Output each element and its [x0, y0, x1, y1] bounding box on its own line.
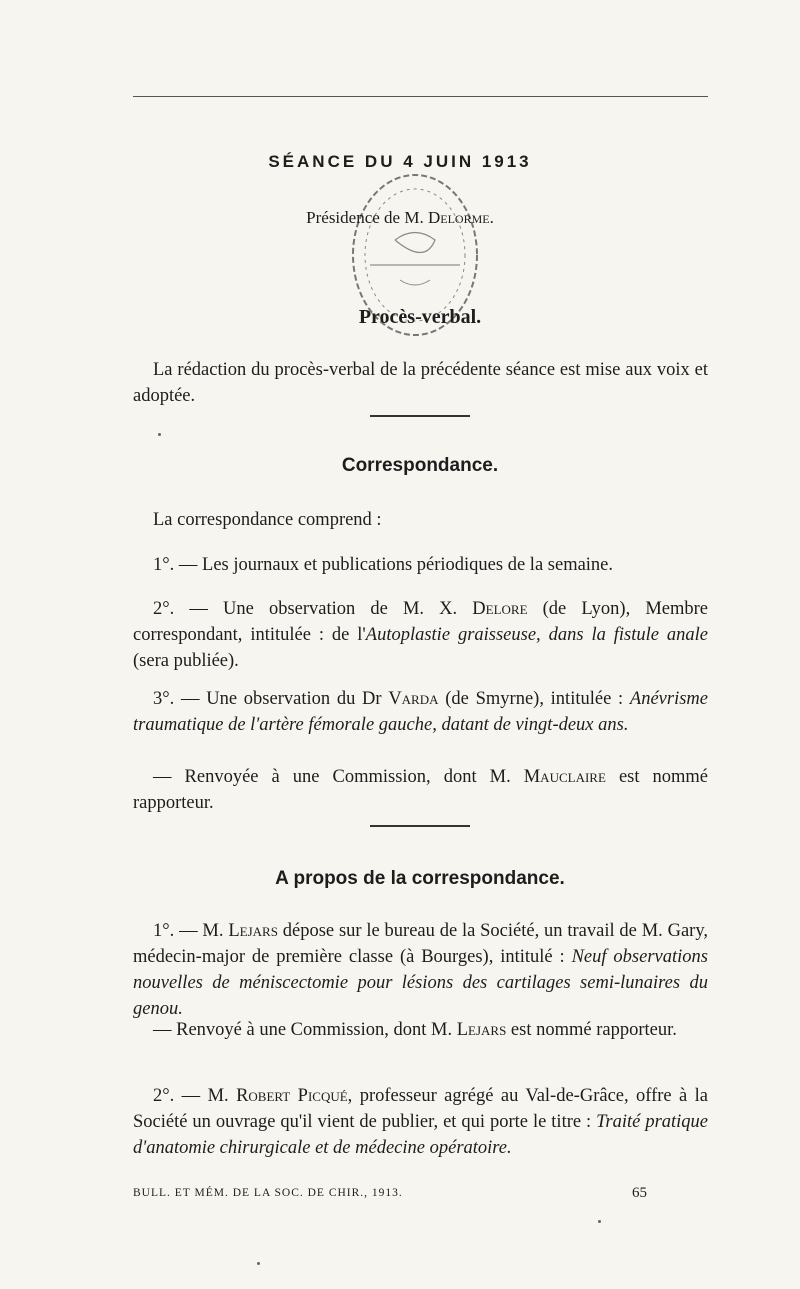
paper-speck [257, 1262, 260, 1265]
proces-verbal-heading: Procès-verbal. [358, 306, 482, 328]
page-number: 65 [632, 1185, 647, 1201]
correspondance-item-3-renvoi [133, 764, 708, 816]
item3-rapporteur-name: Mauclaire [523, 767, 606, 787]
apropos-renvoi-suffix: est nommé rapporteur. [510, 1020, 677, 1040]
correspondance-heading: Correspondance. [341, 455, 499, 476]
section-divider [370, 415, 470, 417]
apropos-item1-mid: dépose sur le bureau de la Société, un travail de M. Gary, médecin-major de première classe (à Bourges), intitulé : [133, 921, 709, 967]
item2-suffix: (sera publiée). [133, 651, 239, 671]
apropos-rapporteur-name: Lejars [456, 1020, 507, 1040]
a-propos-heading: A propos de la correspondance. [275, 868, 565, 889]
apropos-renvoi-prefix: — Renvoyé à une Commission, dont M. [153, 1020, 453, 1040]
apropos-item1-name: Lejars [228, 921, 278, 941]
item2-title: Autoplastie graisseuse, dans la fistule anale [365, 625, 708, 645]
correspondance-item-3 [133, 686, 708, 738]
apropos-item2-name: Robert Picqué [236, 1086, 348, 1106]
correspondance-item-1: 1°. — Les journaux et publications périodiques de la semaine. [153, 555, 614, 575]
presidence-prefix: Présidence de M. [306, 208, 424, 227]
item2-name: Delore [472, 599, 528, 619]
apropos-item1-title: Neuf observations nouvelles de méniscectomie pour lésions des cartilages semi-lunaires du genou. [133, 947, 708, 1019]
item3-mid: (de Smyrne), intitulée : [445, 689, 624, 709]
paper-speck [158, 433, 161, 436]
correspondance-intro: La correspondance comprend : [153, 510, 382, 530]
a-propos-item-1-renvoi [133, 1017, 708, 1043]
presidence-line [0, 208, 800, 228]
correspondance-item-2 [133, 596, 708, 674]
top-rule [133, 96, 708, 97]
president-name: Delorme. [427, 208, 494, 227]
running-footer: BULL. ET MÉM. DE LA SOC. DE CHIR., 1913. [133, 1187, 403, 1199]
section-divider-2 [370, 825, 470, 827]
item3-renvoi-prefix: — Renvoyée à une Commission, dont M. [153, 767, 511, 787]
item2-mid: (de Lyon), Membre correspondant, intitulée : de l' [133, 599, 708, 645]
apropos-item2-prefix: 2°. — M. [153, 1086, 229, 1106]
apropos-item2-title: Traité pratique d'anatomie chirurgicale et de médecine opératoire. [133, 1112, 709, 1158]
item3-prefix: 3°. — Une observation du Dr [153, 689, 382, 709]
a-propos-item-2 [133, 1083, 708, 1161]
apropos-item2-mid: , professeur agrégé au Val-de-Grâce, offre à la Société un ouvrage qu'il vient de publier, et qui porte le titre : [133, 1086, 708, 1132]
item3-renvoi-suffix: est nommé rapporteur. [133, 767, 709, 813]
session-title: SÉANCE DU 4 JUIN 1913 [268, 152, 532, 171]
item3-title: Anévrisme traumatique de l'artère fémorale gauche, datant de vingt-deux ans. [133, 689, 708, 735]
paper-speck [598, 1220, 601, 1223]
item3-name: Varda [388, 689, 439, 709]
a-propos-item-1 [133, 918, 708, 1022]
item2-prefix: 2°. — Une observation de M. X. [153, 599, 458, 619]
proces-verbal-text: La rédaction du procès-verbal de la précédente séance est mise aux voix et adoptée. [133, 360, 708, 406]
apropos-item1-prefix: 1°. — M. [153, 921, 224, 941]
